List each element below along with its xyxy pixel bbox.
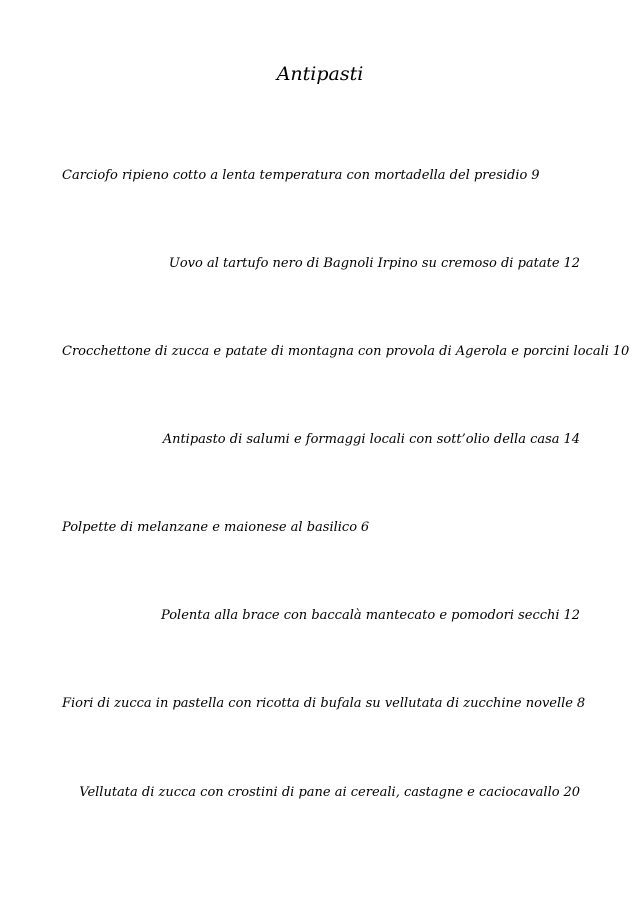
dish-price: 14 [563,432,580,447]
dish-name: Crocchettone di zucca e patate di montagna con provola di Agerola e porcini locali [62,344,609,359]
menu-item [62,695,585,713]
menu-item [163,431,580,449]
dish-price: 8 [576,696,586,711]
dish-name: Vellutata di zucca con crostini di pane ai cereali, castagne e caciocavallo [79,785,560,800]
menu-item [79,784,580,802]
menu-item [62,167,539,185]
dish-price: 10 [612,344,630,359]
dish-price: 6 [360,520,370,535]
menu-item [62,343,629,361]
dish-price: 12 [563,608,580,623]
page-title: Antipasti [276,63,364,85]
dish-name: Uovo al tartufo nero di Bagnoli Irpino su cremoso di patate [168,256,560,271]
menu-item [161,607,580,625]
dish-name: Carciofo ripieno cotto a lenta temperatura con mortadella del presidio [62,168,528,183]
dish-price: 20 [563,785,580,800]
menu-item [169,255,580,273]
dish-name: Polenta alla brace con baccalà mantecato e pomodori secchi [160,608,560,623]
dish-price: 9 [531,168,540,183]
dish-name: Fiori di zucca in pastella con ricotta di bufala su vellutata di zucchine novelle [62,696,573,711]
menu-item [62,519,369,537]
dish-name: Polpette di melanzane e maionese al basilico [62,520,358,535]
dish-price: 12 [563,256,580,271]
dish-name: Antipasto di salumi e formaggi locali con sott’olio della casa [162,432,560,447]
